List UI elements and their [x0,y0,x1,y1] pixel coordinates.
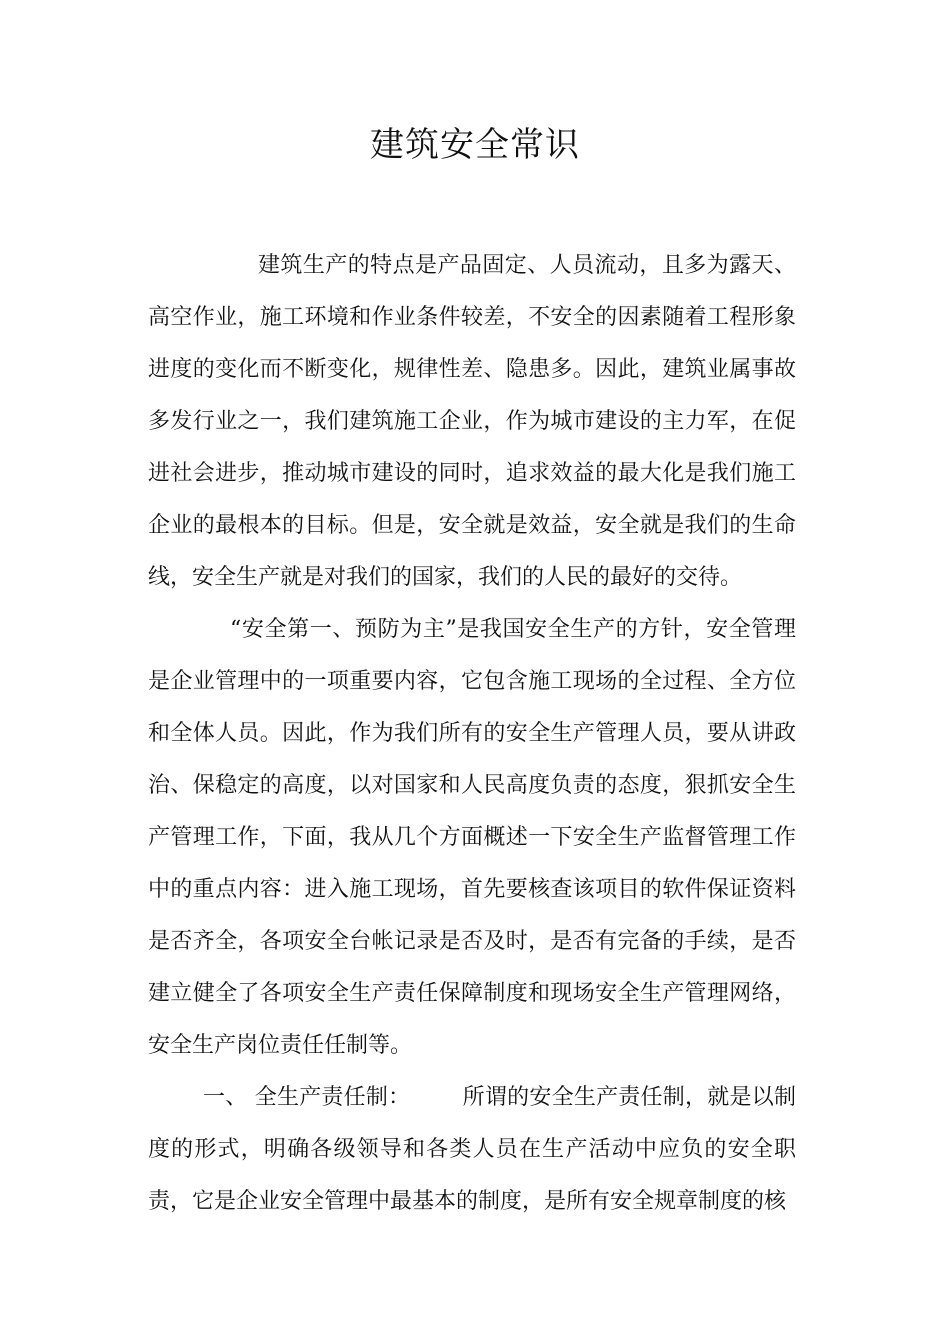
document-body [148,240,796,1228]
document-title: 建筑安全常识 [370,125,580,165]
paragraph-safety-policy: “安全第一、预防为主”是我国安全生产的方针，安全管理是企业管理中的一项重要内容，它包含施工现场的全过程、全方位和全体人员。因此，作为我们所有的安全生产管理人员，要从讲政治、保稳定的高度，以对国家和人民高度负责的态度，狠抓安全生产管理工作，下面，我从几个方面概述一下安全生产监督管理工作中的重点内容：进入施工现场，首先要核查该项目的软件保证资料是否齐全，各项安全台帐记录是否及时，是否有完备的手续，是否建立健全了各项安全生产责任保障制度和现场安全生产管理网络，安全生产岗位责任任制等。 [148,617,796,1058]
paragraph-intro: 建筑生产的特点是产品固定、人员流动，且多为露天、高空作业，施工环境和作业条件较差，不安全的因素随着工程形象进度的变化而不断变化，规律性差、隐患多。因此，建筑业属事故多发行业之一，我们建筑施工企业，作为城市建设的主力军，在促进社会进步，推动城市建设的同时，追求效益的最大化是我们施工企业的最根本的目标。但是，安全就是效益，安全就是我们的生命线，安全生产就是对我们的国家，我们的人民的最好的交待。 [148,253,796,590]
paragraph-section-one [148,1072,796,1228]
section-heading: 一、 全生产责任制： [203,1085,411,1110]
section-text: 所谓的安全生产责任制，就是以制度的形式，明确各级领导和各类人员在生产活动中应负的安全职责，它是企业安全管理中最基本的制度，是所有安全规章制度的核 [148,1085,796,1214]
